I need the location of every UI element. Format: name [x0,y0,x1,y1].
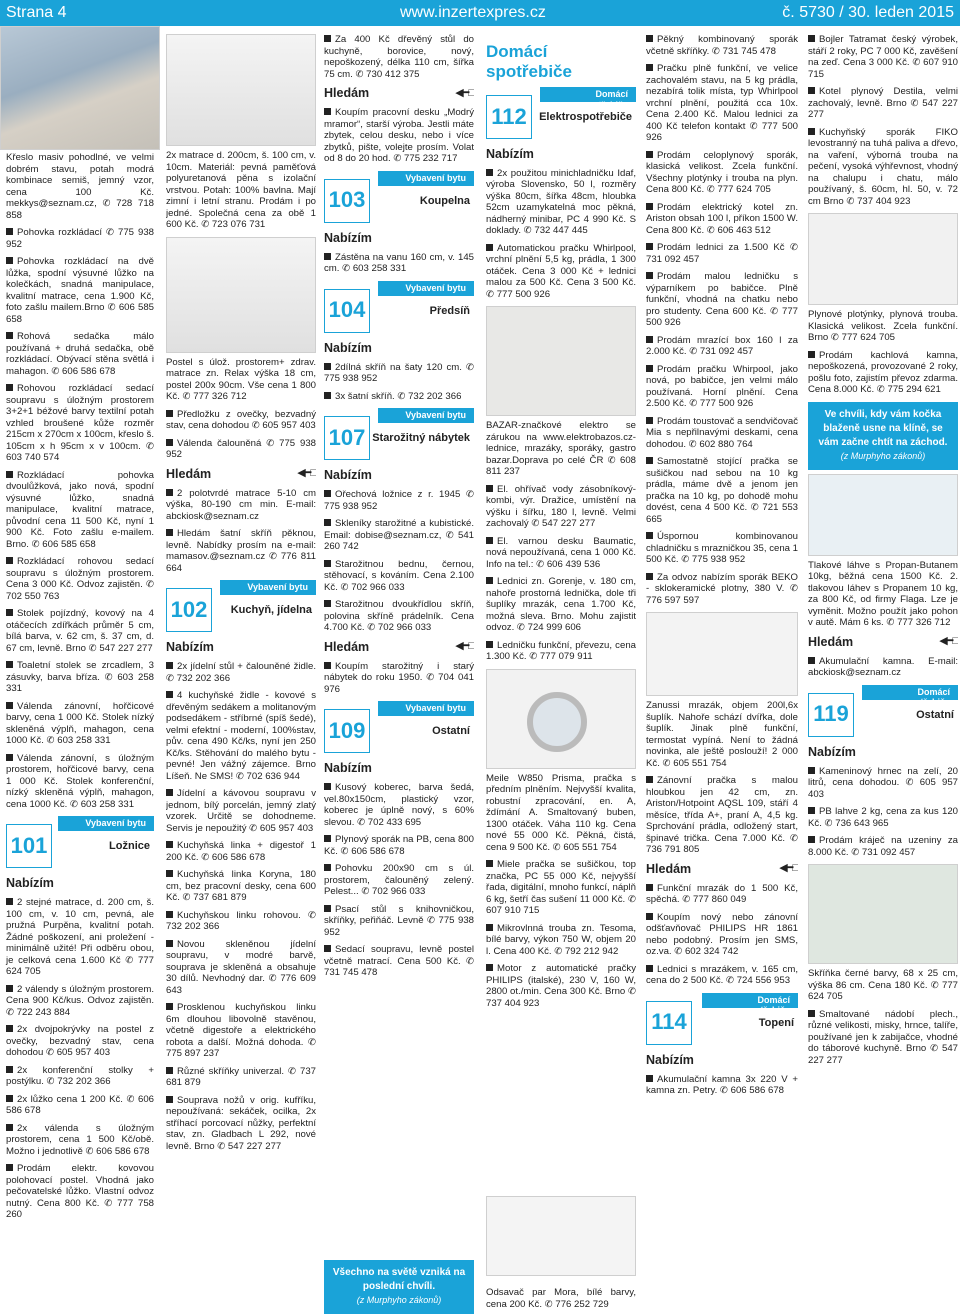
ad: Prodám kachlová kamna, nepoškozená, provozované 2 roky, pošlu foto, zajistím převoz zdarma. Cena 8.000 Kč. ✆ 775 294 621 [808,349,958,395]
ad: 2 stejné matrace, d. 200 cm, š. 100 cm, v. 10 cm, pevná, ale pružná Purpěna, kvalitní potah. Žádné poškození, ani proležení - minimálně užité! Při odběru obou, je celková cena 1.600 Kč ✆ 777 624 705 [6,897,154,977]
ad: Psací stůl s knihovničkou, skříňky, peřiňáč. Levně ✆ 775 938 952 [324,903,474,938]
section-category: Domácí spotřebiče [862,685,958,700]
ad: Zánovní pračka s malou hloubkou jen 42 cm, zn. Ariston/Hotpoint AQSL 109, stáří 4 měsíce, třída A+, praní A, 4,5 kg. Sprchování prádla, odložený start, špinavé trička. Cena 7.000 Kč. ✆ 736 791 805 [646,775,798,855]
ad: Válenda zánovní, s úložným prostorem, hořčicové barvy, cena 1 000 Kč. Stolek konferenční, nízký skleněná výplň, mahagon, cena 1000 Kč. ✆ 603 258 331 [6,752,154,810]
ad: Kuchyňská linka + digestoř 1 200 Kč. ✆ 606 586 678 [166,840,316,863]
ad: Prodám toustovač a sendvičovač Mia s nepřilnavými deskami, cena dohodou. ✆ 602 880 764 [646,415,798,450]
column-3 [324,34,474,1316]
ad: Kusový koberec, barva šedá, vel.80x150cm, plastický vzor, koberec je úplně nový, s 60% slevou. ✆ 702 433 695 [324,782,474,828]
ad: Smaltované nádobí plech., různé velikosti, misky, hrnce, talíře, používané jen k zabijačce, vhodné do táborové kuchyně. Brno ✆ 547 227 277 [808,1008,958,1066]
quote-source: (z Murphyho zákonů) [840,450,926,461]
washing-machine-photo [486,669,636,769]
column-5 [646,34,798,1316]
section-category: Vybavení bytu [378,408,474,423]
column-1 [0,26,160,1316]
ad: Kotel plynový Destila, velmi zachovalý, levně. Brno ✆ 547 227 277 [808,86,958,120]
ad: El. ohřívač vody zásobníkový-kombi, výr. Dražice, umístění na výšku i šířku, 180 l, levně. Velmi zachovalý ✆ 547 227 277 [486,483,636,530]
ad: 2dílná skříň na šaty 120 cm. ✆ 775 938 952 [324,361,474,384]
section-103 [324,171,474,227]
ad: Prodám malou ledničku s výparníkem po babičce. Plně funkční, vhodná na chatku nebo pro studenty. Cena 600 Kč. ✆ 777 500 926 [646,271,798,328]
section-category: Vybavení bytu [378,171,474,186]
ad: Ledničku funkční, převezu, cena 1.300 Kč. ✆ 777 079 911 [486,639,636,663]
ad: Hledám šatní skříň pěknou, levně. Nabídky prosím na e-mail: mamasov.@seznam.cz ✆ 776 811 664 [166,528,316,574]
ad: Za odvoz nabízím sporák BEKO - sklokeramické plotny, 380 V. ✆ 776 597 597 [646,571,798,606]
ad: Prodám lednici za 1.500 Kč ✆ 731 092 457 [646,242,798,265]
section-102 [166,580,316,636]
offer-label: Nabízím [808,744,856,759]
wanted-heading: Hledám ◀━□ [646,861,798,876]
offer-label: Nabízím [324,230,372,245]
section-104 [324,281,474,337]
ad: Různé skříňky univerzal. ✆ 737 681 879 [166,1065,316,1088]
ad: Úspornou kombinovanou chladničku s mrazničkou 35, cena 1 500 Kč. ✆ 775 938 952 [646,531,798,565]
ad: Pohovka rozkládací ✆ 775 938 952 [6,227,154,250]
photo-caption: Postel s úlož. prostorem+ zdrav. matrace zn. Relax výška 18 cm, postel 200x 90cm. Vše cena 1 800 Kč. ✆ 777 326 712 [166,356,316,402]
section-109 [324,701,474,757]
ad: Pěkný kombinovaný sporák včetně skříňky. ✆ 731 745 478 [646,34,798,57]
wanted-heading: Hledám ◀━□ [324,86,474,100]
ad: Novou skleněnou jídelní soupravu, v modré barvě, souprava je skleněná a obsahuje 30 dílů. Nevhodný dar. ✆ 776 609 643 [166,938,316,996]
ad: Rohová sedačka málo používaná + druhá sedačka, obě rozkládací. Obývací stěna světlá i mahagon. ✆ 606 586 678 [6,331,154,377]
ad: Sedací soupravu, levně postel včetně matrací. Cena 500 Kč. ✆ 731 745 478 [324,944,474,978]
ad: Akumulační kamna. E-mail: abckiosk@seznam.cz [808,655,958,678]
offer-label: Nabízím [166,640,214,654]
wanted-heading: Hledám ◀━□ [166,466,316,481]
section-114 [646,993,798,1049]
section-subcategory: Předsíň [429,304,470,317]
arrow-left-icon: ◀━□ [297,467,316,480]
ad: 2x jídelní stůl + čalouněné židle. ✆ 732 202 366 [166,661,316,684]
section-number: 109 [324,709,370,753]
ad: Prodám elektrický kotel zn. Ariston obsah 100 l, příkon 1500 W. Cena 800 Kč. ✆ 606 463 512 [646,201,798,236]
ad: Kuchyňská linka Koryna, 180 cm, bez pracovní desky, cena 600 Kč. ✆ 737 681 879 [166,869,316,903]
ad: Lednici s mrazákem, v. 165 cm, cena do 2 500 Kč. ✆ 724 556 953 [646,963,798,986]
ad: Válenda zánovní, hořčicové barvy, cena 1 000 Kč. Stolek nízký skleněná výplň, mahagon, cena 1000 Kč. ✆ 603 258 331 [6,700,154,746]
ad: Kuchyňskou linku rohovou. ✆ 732 202 366 [166,909,316,932]
ad: El. varnou desku Baumatic, nová nepoužívaná, cena 1 000 Kč. Info na tel.: ✆ 606 439 536 [486,535,636,570]
category-title: Domácí spotřebiče [486,42,572,82]
offer-label: Nabízím [646,1052,694,1067]
issue-info: č. 5730 / 30. leden 2015 [782,4,954,21]
section-subcategory: Topení [758,1016,794,1029]
gas-bottle-photo [808,474,958,556]
ad: 2x konferenční stolky + postýlku. ✆ 732 202 366 [6,1064,154,1087]
ad: Miele pračka se sušičkou, top značka, PC 55 000 Kč, nejvyšší řada, digitální, mnoho funkcí, náplň 6 kg, šetří čas sušení 11 000 Kč. ✆ 607 910 715 [486,859,636,917]
ad: Pračku plně funkční, ve velice zachovalém stavu, na 5 kg prádla, nezabírá tolik místa, typ Whirlpool vrchní plnění, použitá cca 10x. Cena 2.400 Kč. Malou lednici za 400 Kč telefon kontakt ✆ 777 500 926 [646,63,798,143]
section-number: 104 [324,289,370,333]
photo-caption: Odsavač par Mora, bílé barvy, cena 200 Kč. ✆ 776 252 729 [486,1287,636,1310]
wanted-heading: Hledám ◀━□ [324,639,474,654]
bed-photo [166,237,316,353]
ad: Předložku z ovečky, bezvadný stav, cena dohodou ✆ 605 957 403 [166,408,316,431]
section-category: Vybavení bytu [378,281,474,296]
appliances-photo [486,306,636,416]
ad: Prodám pračku Whirpool, jako nová, po babičce, jen velmi málo používaná. Horní plnění. Cena 2.500 Kč. ✆ 777 500 926 [646,363,798,409]
photo-caption: BAZAR-značkové elektro se zárukou na www.elektrobazos.cz-lednice, mrazáky, sporáky, gastro bazar.Doprava po celé ČR ✆ 608 811 237 [486,420,636,478]
gas-stove-photo [808,213,958,305]
column-4 [486,42,636,1316]
section-number: 119 [808,693,854,737]
page-number: Strana 4 [6,4,67,21]
ad: Jídelní a kávovou soupravu v jednom, bílý porcelán, jemný zlatý vzorek. Určitě se dohodneme. Servis je nepoužitý ✆ 605 957 403 [166,788,316,834]
ad: Bojler Tatramat český výrobek, stáří 2 roky, PC 7 000 Kč, zavěšení na zeď. Cena 3 000 Kč. ✆ 607 910 715 [808,34,958,80]
section-subcategory: Starožitný nábytek [372,432,470,444]
section-number: 114 [646,1001,692,1045]
section-category: Vybavení bytu [58,816,154,831]
ad: Pohovka rozkládací na dvě lůžka, spodní výsuvné lůžko na kolečkách, snadná manipulace, kvalitní matrace, cena 1.900 Kč, foto zašlu mailem.Brno ✆ 606 585 658 [6,256,154,325]
quote-text: Všechno na světě vzniká na poslední chvíli. [332,1267,466,1292]
photo-caption: Skříňka černé barvy, 68 x 25 cm, výška 86 cm. Cena 180 Kč. ✆ 777 624 705 [808,968,958,1002]
offer-label: Nabízím [324,340,372,355]
ad: Prodám elektr. kovovou polohovací postel. Vhodná jako pečovatelské lůžko. Vlastní odvoz nutný. Cena 800 Kč. ✆ 777 758 260 [6,1163,154,1220]
ad: Rohovou rozkládací sedací soupravu s úložným prostorem 3+2+1 béžové barvy textilní potah vzhled broušené kůže rozměr 215cm x 270cm x 100cm, křeslo š. 105cm x h 95cm x v 100cm. ✆ 603 740 574 [6,383,154,463]
ad: Prodám mrazící box 160 l za 2.000 Kč. ✆ 731 092 457 [646,334,798,357]
ad: Válenda čalouněná ✆ 775 938 952 [166,437,316,460]
section-number: 101 [6,824,52,868]
offer-label: Nabízím [324,761,372,775]
ad: Mikrovlnná trouba zn. Tesoma, bílé barvy, výkon 750 W, objem 20 l. Cena 400 Kč. ✆ 792 212 942 [486,922,636,957]
ad: Za 400 Kč dřevěný stůl do kuchyně, borovice, nový, nepoškozený, délka 110 cm, šířka 75 cm. ✆ 730 412 375 [324,34,474,80]
section-119 [808,685,958,741]
ad: Motor z automatické pračky PHILIPS (italské), 230 V, 160 W, 2800 ot./min. Cena 300 Kč. Brno ✆ 737 404 923 [486,963,636,1009]
offer-label: Nabízím [6,876,54,890]
ad: Stolek pojízdný, kovový na 4 otáčecích zdířkách průměr 5 cm, bílá barva, v. 62 cm, š. 37 cm, d. 67 cm, levně. Brno ✆ 547 227 277 [6,608,154,654]
arrow-left-icon: ◀━□ [939,635,958,648]
ad: 3x šatní skříň. ✆ 732 202 366 [324,391,474,403]
section-subcategory: Kuchyň, jídelna [230,604,312,616]
section-number: 103 [324,179,370,223]
photo-caption: Meile W850 Prisma, pračka s předním plněním. Nejvyšší kvalita, robustní zpracování, en. A, ždímání A. Smaltovaný buben, 1300 otáček. Váha 110 kg. Cena nové 55 000 Kč. Pěkná, čistá, cena 9 500 Kč. ✆ 605 551 754 [486,772,636,853]
ad: 2 válendy s úložným prostorem. Cena 900 Kč/kus. Odvoz zajistěn. ✆ 722 243 884 [6,983,154,1018]
section-subcategory: Ostatní [432,725,470,737]
ad: Akumulační kamna 3x 220 V + kamna zn. Petry. ✆ 606 586 678 [646,1073,798,1096]
ad: Starožitnou dvoukřídlou skříň, polovina skříně prádelník. Cena 4.700 Kč. ✆ 702 966 033 [324,599,474,633]
ad: Prodám kráječ na uzeniny za 8.000 Kč. ✆ 731 092 457 [808,835,958,858]
mattress-photo [166,34,316,146]
site-name[interactable]: www.inzertexpres.cz [400,4,546,21]
ad: 4 kuchyňské židle - kovové s dřevěným sedákem a molitanovým podsedákem - stříbrné (spíš šedé), velmi efektní - moderní, 100%stav, pův. cena 490 Kč/ks, nyní jen 250 Kč/ks. Stěhování do malého bytu - pevné! Jen vážný zájemce. Brno Líšeň. Ne SMS! ✆ 702 636 944 [166,690,316,782]
wanted-heading: Hledám ◀━□ [808,634,958,649]
ad: 2x matrace d. 200cm, š. 100 cm, v. 10cm. Materiál: pevná paměťová polyuretanová pěna s izolační vrstvou. Potah: 100% bavlna. Mají zimní i letní stranu. Prodám i po jedné. Společná cena za obě 1 600 Kč. ✆ 723 076 731 [166,150,316,230]
ad: Kameninový hrnec na zelí, 20 litrů, cena dohodou. ✆ 605 957 403 [808,765,958,800]
armchair-photo [0,26,160,150]
ad: PB lahve 2 kg, cena za kus 120 Kč. ✆ 736 643 965 [808,806,958,829]
arrow-left-icon: ◀━□ [455,640,474,653]
page-header [0,0,960,26]
ad: Pohovku 200x90 cm s úl. prostorem, čalouněný zelený. Pelest... ✆ 702 966 033 [324,863,474,897]
ad: Zástěna na vanu 160 cm, v. 145 cm. ✆ 603 258 331 [324,251,474,274]
ad: 2x použitou minichladničku Idaf, výroba Slovensko, 50 l, rozměry výška 80cm, šířka 48cm, hloubka 52cm uzamykatelná moc pěkná, nádherný minibar, PC 4 990 Kč. S doklady. ✆ 732 447 445 [486,167,636,237]
section-number: 107 [324,416,370,460]
ad: 2x dvojpokrývky na postel z ovečky, bezvadný stav, cena dohodou ✆ 605 957 403 [6,1024,154,1058]
offer-label: Nabízím [486,146,534,161]
ad: Souprava nožů v orig. kufříku, nepoužívaná: sekáček, ocilka, 2x stříhací porcovací nůžky, perfektní stav, zn. Gladbach L 292, nové levně. Brno ✆ 547 227 277 [166,1094,316,1152]
freezer-photo [646,612,798,696]
ad: Koupím nový nebo zánovní odšťavňovač PHILIPS HR 1861 nebo podobný. Prosím jen SMS, oz.va. ✆ 602 324 742 [646,911,798,957]
offer-label: Nabízím [324,468,372,482]
ad: Automatickou pračku Whirlpool, vrchní plnění 5,5 kg, prádla, 1 300 otáček. Cena 3 000 Kč + lednici malou za 500 Kč. Cena 3 500 Kč. ✆ 777 500 926 [486,242,636,300]
ad: Koupím starožitný i starý nábytek do roku 1950. ✆ 704 041 976 [324,660,474,695]
ad: Křeslo masiv pohodlné, ve velmi dobrém stavu, potah modrá kombinace semiš, jemný vzor, cena 100 Kč. mekkys@seznam.cz, ✆ 728 718 858 [6,152,154,221]
arrow-left-icon: ◀━□ [779,862,798,875]
section-number: 102 [166,588,212,632]
extractor-hood-photo [486,1196,636,1276]
section-subcategory: Koupelna [419,194,470,207]
section-category: Domácí spotřebiče [540,87,636,102]
ad: Rozkládací rohovou sedací soupravu s úložným prostorem. Cena 3 000 Kč. Odvoz zajistěn. ✆ 702 550 763 [6,556,154,602]
ad: Starožitnou bednu, černou, stěhovací, s kováním. Cena 2.100 Kč. ✆ 702 966 033 [324,558,474,593]
section-category: Domácí spotřebiče [702,993,798,1008]
section-category: Vybavení bytu [220,580,316,595]
section-category: Vybavení bytu [378,701,474,716]
section-101 [6,816,154,872]
section-subcategory: Ložnice [109,840,150,852]
photo-caption: Plynové plotýnky, plynová trouba. Klasická velikost. Zcela funkční. Brno ✆ 777 624 705 [808,309,958,343]
ad: 2 polotvrdé matrace 5-10 cm výška, 80-190 cm min. E-mail: abckiosk@seznam.cz [166,487,316,522]
quote-banner [324,1260,474,1314]
ad: Skleníky starožitné a kubistické. Email: dobise@seznam.cz, ✆ 541 260 742 [324,518,474,552]
quote-source: (z Murphyho zákonů) [356,1295,442,1305]
ad: Ořechová ložnice z r. 1945 ✆ 775 938 952 [324,489,474,512]
quote-text: Ve chvíli, kdy vám kočka blaženě usne na klíně, se vám začne chtít na záchod. [818,408,948,448]
ad: 2x válenda s úložným prostorem, cena 1 500 Kč/obě. Možno i jednotlivě ✆ 606 586 678 [6,1122,154,1157]
ad: Prodám celoplynový sporák, klasická velikost. Zcela funkční. Všechny plotýnky i trouba na plyn. Cena 800 Kč. ✆ 777 624 705 [646,149,798,195]
ad: Toaletní stolek se zrcadlem, 3 zásuvky, barva bříza. ✆ 603 258 331 [6,660,154,694]
arrow-left-icon: ◀━□ [455,86,474,99]
ad: Koupím pracovní desku „Modrý mramor“, starší výroba. Jestli máte zbytek, celou desku, nebo i více zbytků, pište, volejte prosím. Volat od 8 do 20 hod. ✆ 775 232 717 [324,107,474,164]
section-subcategory: Elektrospotřebiče [539,110,632,123]
ad: Samostatně stojící pračka se sušičkou nad sebou na 10 kg prádla, máme dvě a jenom jen pračka na 10 kg, po dohodě mohu dovést, cena 4 500 Kč. ✆ 721 553 665 [646,456,798,525]
ad: Kuchyňský sporák FIKO levostranný na tuhá paliva a dřevo, na vaření, výborná trouba na pečení, vysoká výhřevnost, vhodný na chalupu i chatu, málo používaný, š. 60cm, hl. 50, v. 72 cm Brno ✆ 737 404 923 [808,126,958,207]
section-107 [324,408,474,464]
ad: Rozkládací pohovka dvoulůžková, jako nová, spodní výsuvné lůžko, snadná manipulace, kvalitní matrace, původní cena 11 500 Kč, nyní 1 900 Kč. Foto zašlu e-mailem. Brno. ✆ 606 585 658 [6,469,154,550]
quote-banner [808,402,958,470]
ad: 2x lůžko cena 1 200 Kč. ✆ 606 586 678 [6,1093,154,1116]
column-2 [166,34,316,1316]
section-112 [486,87,636,143]
column-6 [808,34,958,1316]
ad: Funkční mrazák do 1 500 Kč, spěchá. ✆ 777 860 049 [646,882,798,905]
photo-caption: Tlakové láhve s Propan-Butanem 10kg, běžná cena 1500 Kč. 2. tlakovou láhev s Propanem 10 kg, za 800 Kč, od firmy Flaga. Lze je vyměnit. Možno použít jako pohon v autě. Mám 6 ks. ✆ 777 326 712 [808,559,958,628]
ad: Lednici zn. Gorenje, v. 180 cm, nahoře prostorná lednička, dole tři šuplíky mrazák, cena 1.700 Kč, možná sleva. Brno. Mohu zajistit odvoz. ✆ 724 999 606 [486,576,636,634]
section-subcategory: Ostatní [916,708,954,721]
ad: Prosklenou kuchyňskou linku 6m dlouhou libovolně stavěnou, včetně digestoře a elektrického robota a další. Možná dohoda. ✆ 775 897 237 [166,1002,316,1059]
section-number: 112 [486,95,532,139]
cabinet-photo [808,864,958,964]
photo-caption: Zanussi mrazák, objem 200l,6x šuplík. Nahoře schází dvířka, dole šuplík. Jinak plně funkční, termostat vypíná. Není to žádná novinka, ale ještě poslouží! 2 000 Kč. ✆ 605 551 754 [646,700,798,769]
ad: Plynový sporák na PB, cena 800 Kč. ✆ 606 586 678 [324,834,474,857]
